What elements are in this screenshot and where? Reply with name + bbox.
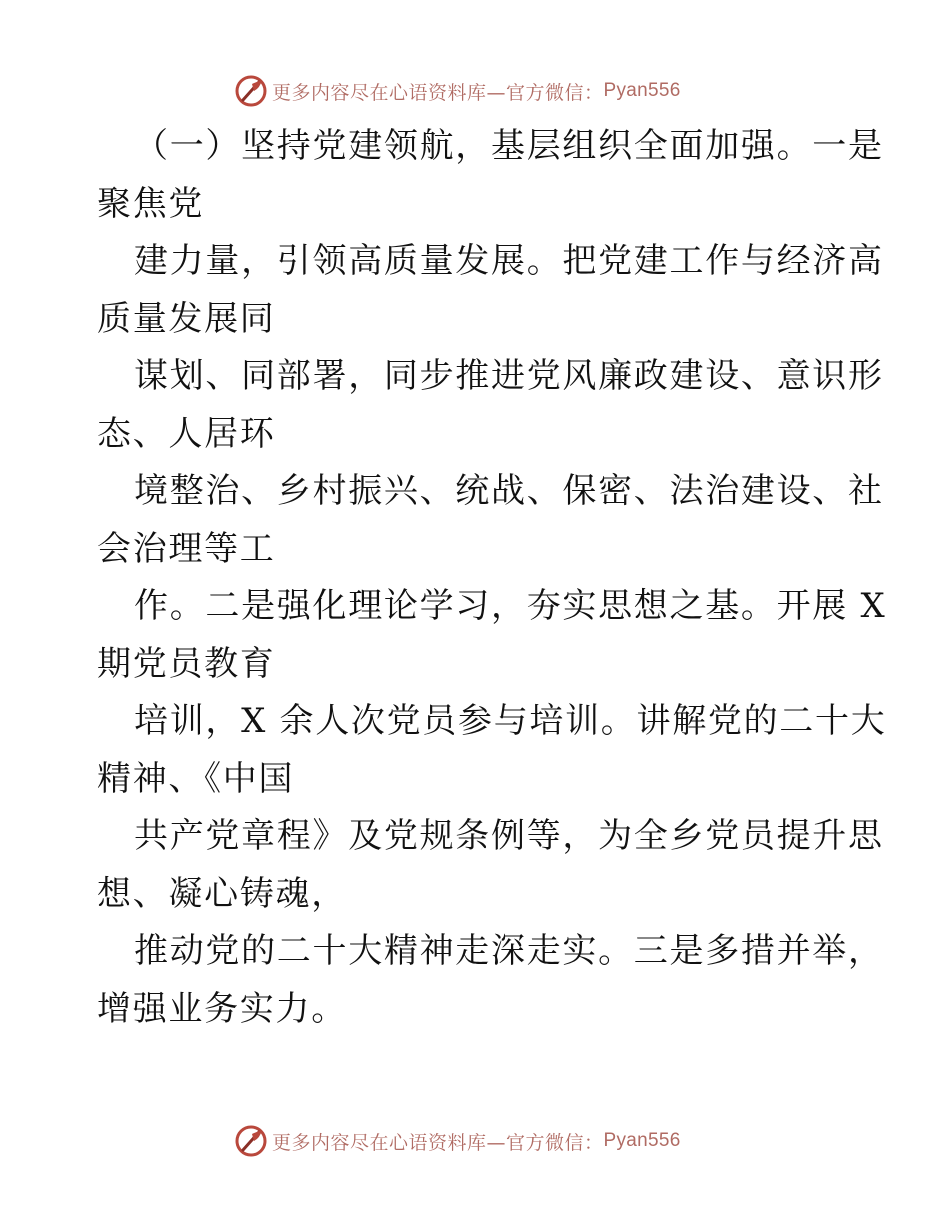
document-body xyxy=(97,118,887,1038)
text-line: 境整治、乡村振兴、统战、保密、法治建设、社 xyxy=(134,471,884,511)
watermark-wechat-id: Pyan556 xyxy=(603,80,681,101)
text-line: 谋划、同部署，同步推进党风廉政建设、意识形 xyxy=(134,356,884,396)
text-line: 想、凝心铸魂， xyxy=(97,873,347,914)
quill-logo-icon xyxy=(234,74,268,108)
text-line: 态、人居环 xyxy=(97,413,276,454)
quill-logo-icon xyxy=(234,1124,268,1158)
text-line: 推动党的二十大精神走深走实。三是多措并举， xyxy=(134,931,884,971)
text-line: 精神、《中国 xyxy=(97,758,295,799)
text-line: 培训，X 余人次党员参与培训。讲解党的二十大 xyxy=(134,701,887,741)
text-line: （一）坚持党建领航，基层组织全面加强。一是 xyxy=(134,126,884,166)
watermark-wechat-id: Pyan556 xyxy=(603,1130,681,1151)
watermark-text: 更多内容尽在心语资料库—官方微信： xyxy=(272,81,604,104)
watermark-footer xyxy=(234,1124,681,1158)
text-line: 会治理等工 xyxy=(97,528,276,569)
watermark-header xyxy=(234,74,681,108)
text-line: 质量发展同 xyxy=(97,298,276,339)
text-line: 共产党章程》及党规条例等，为全乡党员提升思 xyxy=(134,816,884,856)
text-line: 建力量，引领高质量发展。把党建工作与经济高 xyxy=(134,241,884,281)
text-line: 期党员教育 xyxy=(97,643,276,684)
text-line: 增强业务实力。 xyxy=(97,988,347,1029)
text-line: 作。二是强化理论学习，夯实思想之基。开展 X xyxy=(134,586,887,626)
text-line: 聚焦党 xyxy=(97,183,205,224)
watermark-text: 更多内容尽在心语资料库—官方微信： xyxy=(272,1131,604,1154)
